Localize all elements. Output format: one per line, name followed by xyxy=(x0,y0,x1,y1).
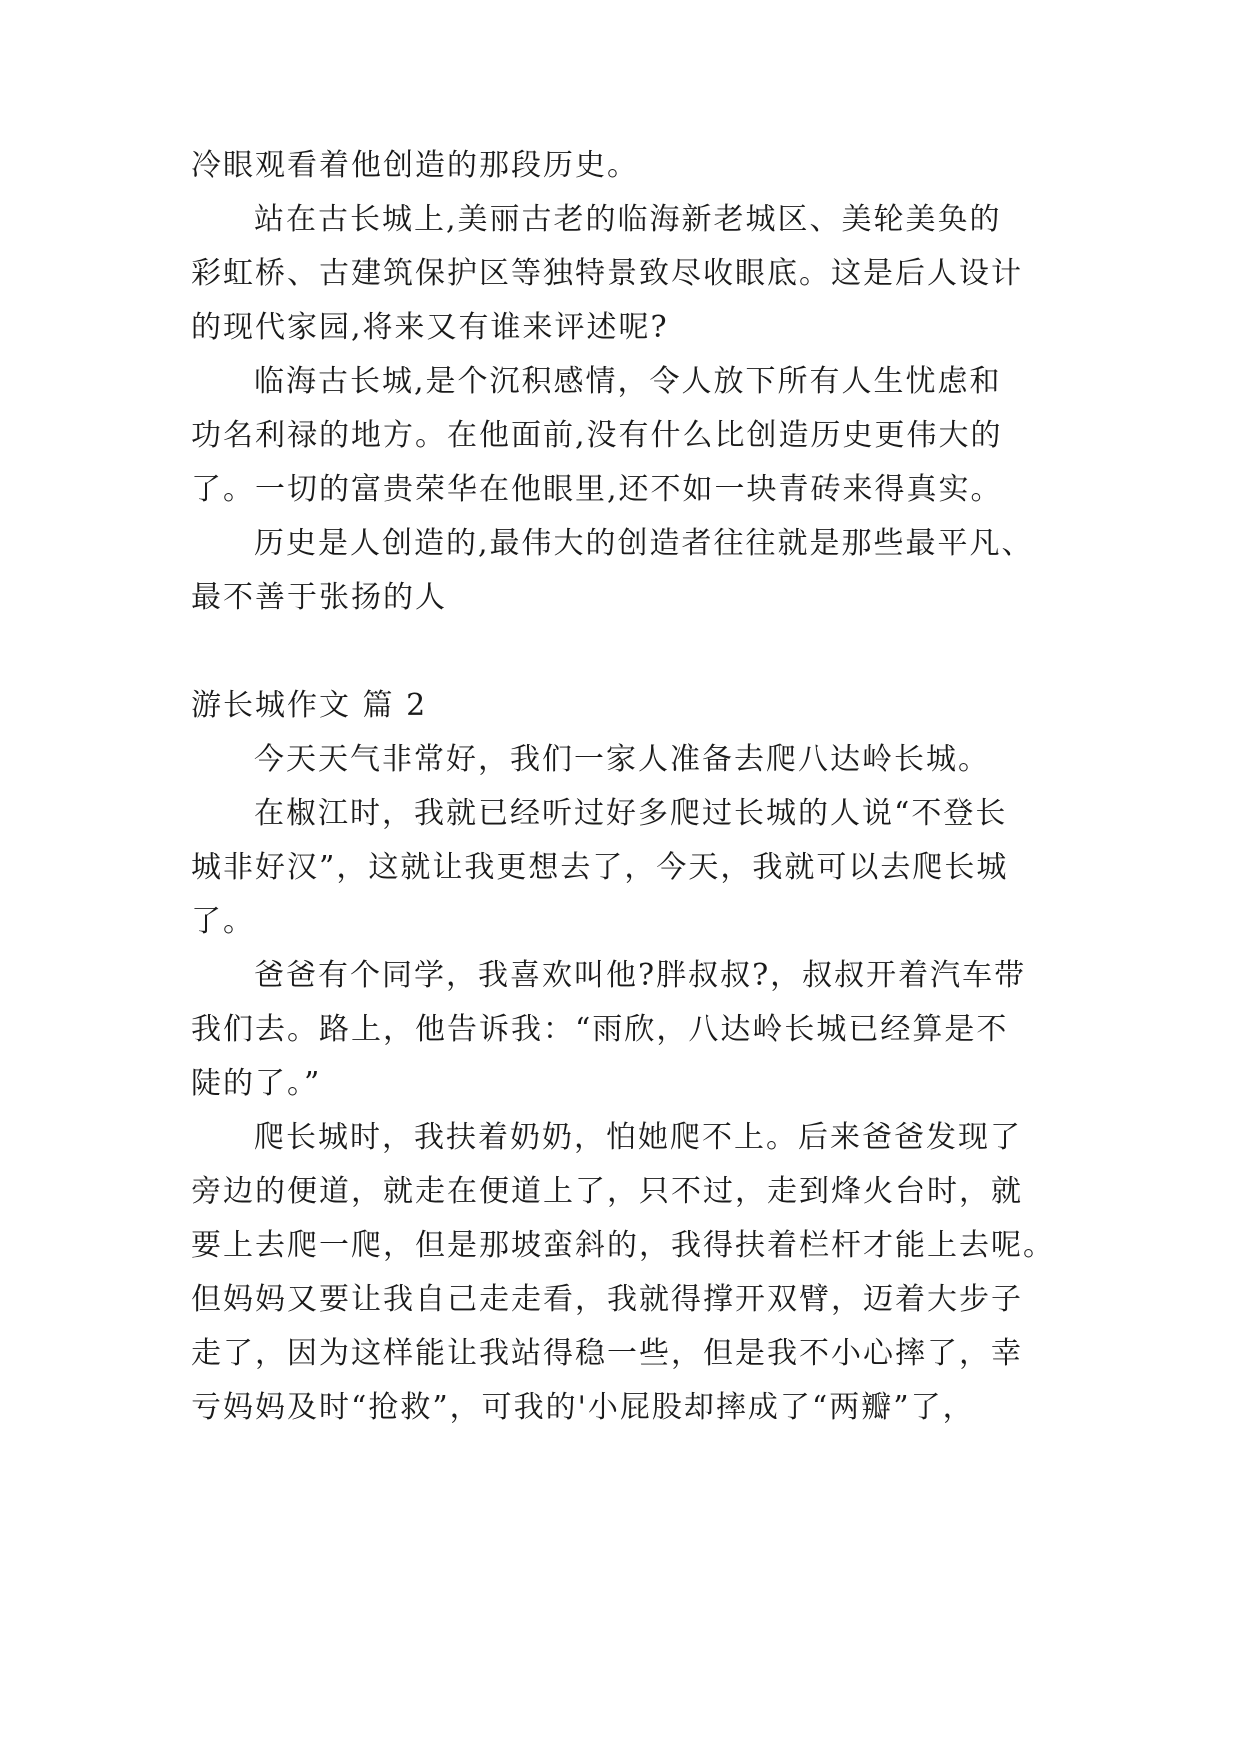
paragraph-line: 历史是人创造的,最伟大的创造者往往就是那些最平凡、 xyxy=(254,526,1034,561)
paragraph-line: 旁边的便道，就走在便道上了，只不过，走到烽火台时，就 xyxy=(191,1174,1023,1209)
paragraph-line: 陡的了。” xyxy=(191,1066,322,1101)
paragraph-line: 要上去爬一爬，但是那坡蛮斜的，我得扶着栏杆才能上去呢。 xyxy=(191,1228,1055,1263)
paragraph-line: 爸爸有个同学，我喜欢叫他?胖叔叔?，叔叔开着汽车带 xyxy=(254,958,1027,993)
paragraph-line: 的现代家园,将来又有谁来评述呢? xyxy=(191,310,669,345)
paragraph-line: 在椒江时，我就已经听过好多爬过长城的人说“不登长 xyxy=(254,796,1008,831)
section-heading: 游长城作文 篇 2 xyxy=(191,688,428,723)
paragraph-line: 站在古长城上,美丽古老的临海新老城区、美轮美奂的 xyxy=(254,202,1002,237)
paragraph-line: 今天天气非常好，我们一家人准备去爬八达岭长城。 xyxy=(254,742,990,777)
paragraph-line: 功名利禄的地方。在他面前,没有什么比创造历史更伟大的 xyxy=(191,418,1003,453)
paragraph-line: 最不善于张扬的人 xyxy=(191,580,447,615)
paragraph-line: 亏妈妈及时“抢救”，可我的'小屁股却摔成了“两瓣”了， xyxy=(191,1390,975,1425)
paragraph-line: 爬长城时，我扶着奶奶，怕她爬不上。后来爸爸发现了 xyxy=(254,1120,1022,1155)
paragraph-line: 冷眼观看着他创造的那段历史。 xyxy=(191,148,639,183)
paragraph-line: 但妈妈又要让我自己走走看，我就得撑开双臂，迈着大步子 xyxy=(191,1282,1023,1317)
paragraph-line: 彩虹桥、古建筑保护区等独特景致尽收眼底。这是后人设计 xyxy=(191,256,1023,291)
paragraph-line: 了。一切的富贵荣华在他眼里,还不如一块青砖来得真实。 xyxy=(191,472,1003,507)
paragraph-line: 临海古长城,是个沉积感情，令人放下所有人生忧虑和 xyxy=(254,364,1002,399)
paragraph-line: 了。 xyxy=(191,904,255,939)
paragraph-line: 我们去。路上，他告诉我：“雨欣，八达岭长城已经算是不 xyxy=(191,1012,1009,1047)
paragraph-line: 走了，因为这样能让我站得稳一些，但是我不小心摔了，幸 xyxy=(191,1336,1023,1371)
paragraph-line: 城非好汉”，这就让我更想去了，今天，我就可以去爬长城 xyxy=(191,850,1009,885)
